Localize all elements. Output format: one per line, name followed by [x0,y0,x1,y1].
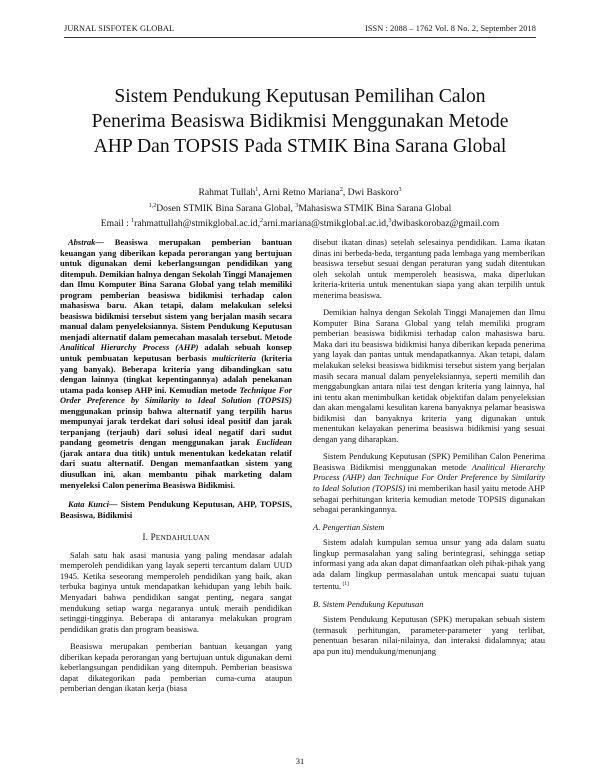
affiliation-1: Dosen STMIK Bina Sarana Global, [156,202,296,214]
right-column [313,237,545,657]
affiliation-1-mark: 1,2 [148,202,157,209]
running-header-issn: ISSN : 2088 – 1762 Vol. 8 No. 2, September 2018 [364,24,536,33]
abstract-text: Beasiswa merupakan pemberian bantuan keuangan yang diberikan kepada perorangan yang bertujuan untuk digunakan demi keberlangsungan pendidikan yang ditempuh. Demikian halnya dengan Sekolah Tinggi Manajemen dan Ilmu Komputer Bina Sarana Global yang telah memiliki program pemberian beasiswa bidikmisi terhadap calon mahasiswa baru. Akan tetapi, dalam melakukan seleksi beasiswa bidikmisi tersebut sistem yang berjalan masih secara manual dalam penyeleksiannya. Sistem Pendukung Keputusan menjadi alternatif dalam pemecahan masalah tersebut. Metode [60,237,292,342]
abstract-italic: Technique For Order Preference by Similarity to Ideal Solution (TOPSIS) [60,384,292,406]
abstract-italic: Euclidean [256,437,292,448]
abstract-text: (kriteria yang banyak). Beberapa kriteria yang dibandingkan satu dengan lainnya (tingkat kepentingannya) adalah penekanan utama pada konsep AHP ini. Kemudian metode [60,353,293,395]
body-paragraph: Beasiswa merupakan pemberian bantuan keuangan yang diberikan kepada perorangan yang bertujuan untuk digunakan demi keberlangsungan pendidikan yang ditempuh. Pemberian beasiswa dapat dikategorikan pada pemberian cuma-cuma ataupun pemberian dengan ikatan kerja (biasa [60,641,292,694]
title-line-2: Penerima Beasiswa Bidikmisi Menggunakan Metode [91,111,509,132]
subsection-heading-a: A. Pengertian Sistem [313,521,385,532]
body-paragraph: disebut ikatan dinas) setelah selesainya pendidikan. Lama ikatan dinas ini berbeda-beda, tergantung pada lembaga yang memberikan beasiswa tersebut sesuai dengan peraturan yang sudah ditentukan oleh sekolah untuk memperoleh beasiswa, maka diperlukan kriteria-kriteria untuk menentukan siapa yang akan terpilih untuk menerima beasiswa. [313,237,545,300]
abstract [60,237,292,490]
email-2-mark: 2 [259,218,263,225]
header-rule [64,37,536,38]
author-2-mark: 2 [339,187,343,193]
keywords-label: Kata Kunci— [68,499,118,510]
section-heading-first: I. P [142,532,156,543]
keywords-text: Sistem Pendukung Keputusan, AHP, TOPSIS, Beasiswa, Bidikmisi [60,499,293,520]
email-1-mark: 1 [131,218,135,225]
paragraph-text: Sistem adalah kumpulan semua unsur yang ada dalam suatu lingkup permasalahan yang saling berintegrasi, sehingga setiap informasi yang ada akan dapat dimanfaatkan oleh pihak-pihak yang ada dalam lingkup permasalahan untuk mencapai suatu tujuan tertentu. [313,537,545,592]
author-names [50,184,550,200]
left-column [60,237,292,694]
paragraph-italic: Analitical Hierarchy Process (AHP) dan Technique For Order Preference by Similarity to Ideal Solution (TOPSIS) [313,461,545,494]
affiliations [50,200,550,216]
abstract-text: menggunakan prinsip bahwa alternatif yang terpilih harus mempunyai jarak terdekat dari solusi ideal positif dan jarak terpanjang (terjauh) dari solusi ideal negatif dari sudut pandang geometris dengan menggunakan jarak [60,405,292,448]
email-1: rahmattullah@stmikglobal.ac.id, [134,218,260,230]
body-paragraph: Sistem Pendukung Keputusan (SPK) merupakan sebuah sistem (termasuk perhitungan, parameter-parameter yang terlibat, penentuan besaran nilai-nilainya, dan interaksi didalamnya; atau apa pun itu) mendukung/menunjang [313,614,545,656]
title-line-3: AHP Dan TOPSIS Pada STMIK Bina Sarana Global [93,136,507,157]
citation-mark: [1] [341,581,349,588]
title-line-1: Sistem Pendukung Keputusan Pemilihan Calon [114,86,486,107]
paper-title [50,84,550,159]
author-sep: , [342,187,348,199]
author-sep: , [258,187,263,199]
author-block [50,184,550,231]
author-3-mark: 3 [398,187,402,193]
running-header-journal: JURNAL SISFOTEK GLOBAL [64,24,175,33]
abstract-text: (jarak antara dua titik) untuk menentukan kedekatan relatif dari suatu alternatif. Dengan memanfaatkan sistem yang diusulkan ini, akan membantu pihak marketing dalam menyeleksi Calon penerima Beasiswa Bidikmisi. [60,447,292,490]
author-1-mark: 1 [255,187,259,193]
email-3: dwibaskorobaz@gmail.com [391,218,500,230]
abstract-italic: Analitical Hierarchy Process (AHP) [60,342,199,353]
abstract-label: Abstrak— [68,237,104,247]
body-paragraph [313,451,545,514]
email-3-mark: 3 [388,218,392,225]
emails [50,215,550,231]
abstract-text: adalah sebuah konsep untuk pembuatan keputusan berbasis [60,342,292,364]
body-paragraph: Demikian halnya dengan Sekolah Tinggi Manajemen dan Ilmu Komputer Bina Sarana Global yang telah memiliki program pemberian beasiswa bidikmisi terhadap calon mahasiswa baru. Maka dari itu beasiswa bidikmisi hanya diberikan kepada penerima yang layak dan pantas untuk mendapatkannya. Akan tetapi, dalam melakukan seleksi beasiswa bidikmisi tersebut sistem yang berjalan masih secara manual dalam penyeleksiannya, seperti memilih dan menggabungkan antara nilai test dengan kriteria yang lainnya, hal ini tentu akan menimbulkan ketidak objektifan dalam penyeleksian dan akan mengalami kesulitan karena banyaknya pelamar beasiswa bidikmisi dan banyaknya kriteria yang digunakan untuk menentukan kelayakan penerima beasiswa bidikmisi yang sesuai dengan yang diharapkan. [313,307,545,444]
body-paragraph [313,537,545,592]
body-paragraph: Salah satu hak asasi manusia yang paling mendasar adalah memperoleh pendidikan yang layak seperti tercantum dalam UUD 1945. Ketika seseorang memperoleh pendidikan yang baik, akan terbuka baginya untuk mendapatkan kehidupan yang lebih baik. Menyadari bahwa pendidikan sangat penting, negara sangat mendukung setiap warga negaranya untuk meraih pendidikan setinggi-tingginya. Beberapa di antaranya melakukan program pendidikan gratis dan program beasiswa. [60,549,292,634]
paragraph-text: ini memberikan hasil yaitu metode AHP sebagai perhitungan kriteria kemudian metode TOPSIS digunakan sebagai perankingannya. [313,483,545,515]
author-3: Dwi Baskoro [347,187,399,199]
affiliation-2: Mahasiswa STMIK Bina Sarana Global [298,202,452,214]
email-2: arni.mariana@stmikglobal.ac.id, [262,218,389,230]
author-1: Rahmat Tullah [198,187,256,199]
section-heading-rest: ENDAHULUAN [155,533,210,543]
page-number: 31 [295,756,305,766]
subsection-heading-b: B. Sistem Pendukung Keputusan [313,598,424,609]
email-label: Email : [100,218,132,230]
abstract-italic: multicriteria [212,353,257,364]
author-2: Arni Retno Mariana [262,187,340,199]
section-heading-pendahuluan [60,532,292,544]
keywords [60,499,292,520]
affiliation-2-mark: 3 [295,202,299,209]
paragraph-text: Sistem Pendukung Keputusan (SPK) Pemilihan Calon Penerima Beasiswa Bidikmisi menggunakan metode [313,451,545,472]
